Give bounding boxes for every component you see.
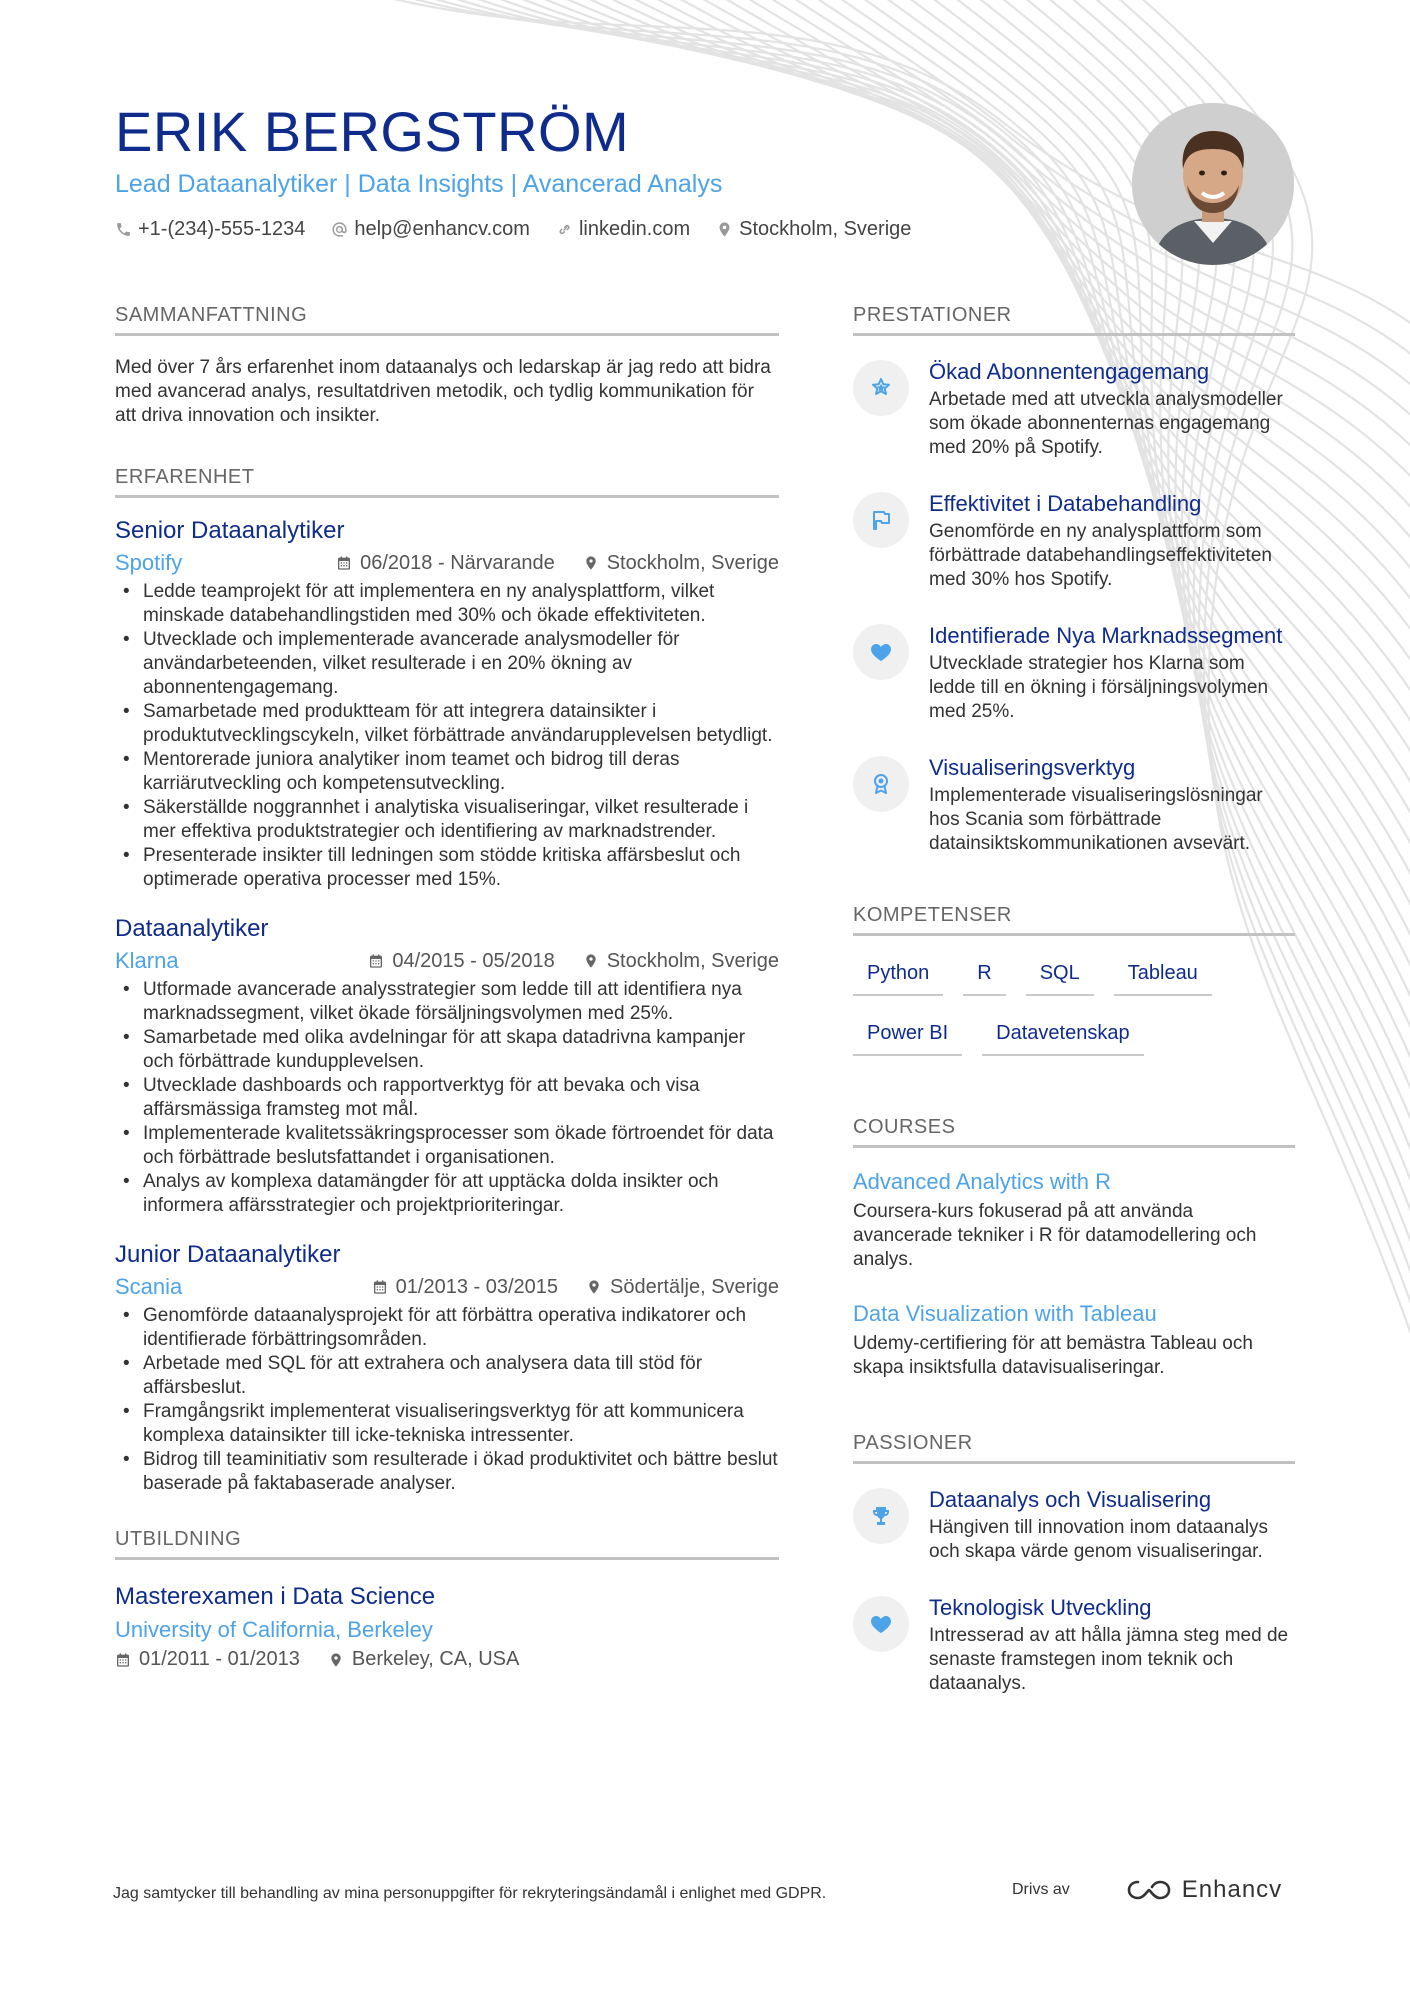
degree-title: Masterexamen i Data Science — [115, 1583, 436, 1610]
heart-icon — [853, 1596, 909, 1652]
job-entry — [115, 1240, 779, 1496]
job-dates-text: 01/2013 - 03/2015 — [395, 1275, 559, 1298]
list-item: • Samarbetade med produktteam för att integrera datainsikter i produktutvecklingscykeln, vilket förbättrade användarupplevelsen betydligt. — [115, 700, 779, 748]
education-dates — [115, 1648, 300, 1671]
achievement-item — [853, 358, 1295, 460]
job-dates — [368, 950, 554, 973]
list-item: • Utformade avancerade analysstrategier som ledde till att identifiera nya marknadssegment, vilket ökade försäljningsvolymen med 25%. — [115, 978, 779, 1026]
calendar-icon — [336, 555, 352, 571]
calendar-icon — [115, 1652, 131, 1668]
skill-tag: Power BI — [853, 1014, 962, 1056]
achievement-body — [929, 622, 1295, 724]
achievement-title: Ökad Abonnentengagemang — [929, 359, 1210, 384]
job-title: Dataanalytiker — [115, 915, 269, 942]
passion-item — [853, 1594, 1295, 1696]
passions-section — [853, 1430, 1295, 1696]
achievements-heading: PRESTATIONER — [853, 302, 1295, 336]
achievement-title: Effektivitet i Databehandling — [929, 491, 1202, 516]
company-name: Spotify — [115, 550, 183, 575]
passion-body — [929, 1594, 1295, 1696]
list-item: • Mentorerade juniora analytiker inom teamet och bidrog till deras karriärutveckling och kompetensutveckling. — [115, 748, 779, 796]
achievement-title: Visualiseringsverktyg — [929, 755, 1136, 780]
job-title: Senior Dataanalytiker — [115, 517, 345, 544]
list-item: • Samarbetade med olika avdelningar för att skapa datadrivna kampanjer och förbättrade kundupplevelsen. — [115, 1026, 779, 1074]
job-meta — [115, 948, 779, 974]
list-item: • Genomförde dataanalysprojekt för att förbättra operativa indikatorer och identifierade förbättringsområden. — [115, 1304, 779, 1352]
achievement-item — [853, 754, 1295, 856]
achievement-title: Identifierade Nya Marknadssegment — [929, 623, 1283, 648]
company-name: Scania — [115, 1274, 183, 1299]
list-item: • Framgångsrikt implementerat visualiseringsverktyg för att kommunicera komplexa datainsikter till icke-tekniska intressenter. — [115, 1400, 779, 1448]
education-location-text: Berkeley, CA, USA — [351, 1648, 520, 1670]
skills-section — [853, 902, 1295, 1056]
list-item: • Arbetade med SQL för att extrahera och analysera data till stöd för affärsbeslut. — [115, 1352, 779, 1400]
job-meta — [115, 550, 779, 576]
link-icon — [556, 221, 573, 238]
calendar-icon — [368, 953, 384, 969]
award-icon — [853, 756, 909, 812]
summary-heading: SAMMANFATTNING — [115, 302, 779, 336]
trophy-icon — [853, 1488, 909, 1544]
job-entry — [115, 516, 779, 892]
job-bullets — [115, 978, 779, 1218]
summary-text: Med över 7 års erfarenhet inom dataanalys och ledarskap är jag redo att bidra med avancerad analys, resultatdriven metodik, och tydlig kommunikation för att driva innovation och insikter. — [115, 357, 771, 426]
gdpr-consent: Jag samtycker till behandling av mina personuppgifter för rekryteringsändamål i enlighet med GDPR. — [113, 1885, 827, 1902]
powered-by-label: Drivs av — [1012, 1881, 1070, 1898]
passion-body — [929, 1486, 1295, 1564]
job-location-text: Stockholm, Sverige — [606, 551, 779, 574]
achievement-body — [929, 358, 1295, 460]
list-item: • Presenterade insikter till ledningen som stödde kritiska affärsbeslut och optimerade operativa processer med 15%. — [115, 844, 779, 892]
at-icon — [331, 221, 348, 238]
course-desc: Coursera-kurs fokuserad på att använda avancerade tekniker i R för datamodellering och analys. — [853, 1201, 1257, 1270]
course-item — [853, 1168, 1295, 1272]
education-heading: UTBILDNING — [115, 1526, 779, 1560]
education-location — [328, 1648, 519, 1671]
star-badge-icon — [853, 360, 909, 416]
achievement-desc: Utvecklade strategier hos Klarna som ledde till en ökning i försäljningsvolymen med 25%. — [929, 653, 1269, 722]
achievement-body — [929, 490, 1295, 592]
job-meta-details — [368, 950, 779, 973]
location-pin-icon — [716, 221, 733, 238]
school-name: University of California, Berkeley — [115, 1617, 433, 1642]
job-dates-text: 04/2015 - 05/2018 — [392, 949, 555, 972]
experience-section — [115, 464, 779, 1496]
skill-tag: R — [963, 954, 1005, 996]
courses-section — [853, 1114, 1295, 1380]
education-dates-text: 01/2011 - 01/2013 — [139, 1648, 300, 1670]
contact-location — [716, 218, 911, 241]
location-pin-icon — [583, 555, 599, 571]
job-dates — [336, 552, 555, 575]
right-column — [853, 302, 1295, 1732]
course-item — [853, 1300, 1295, 1380]
profile-photo — [1132, 103, 1294, 265]
list-item: • Säkerställde noggrannhet i analytiska visualiseringar, vilket resulterade i mer effektiva produktstrategier och identifiering av marknadstrender. — [115, 796, 779, 844]
contact-linkedin[interactable] — [556, 218, 690, 241]
location-text: Stockholm, Sverige — [739, 218, 912, 240]
enhancv-logo[interactable] — [1126, 1876, 1282, 1904]
achievement-item — [853, 490, 1295, 592]
brand-name: Enhancv — [1181, 1876, 1283, 1903]
company-name: Klarna — [115, 948, 179, 973]
linkedin-text: linkedin.com — [578, 218, 691, 240]
left-column — [115, 302, 779, 1707]
job-bullets — [115, 1304, 779, 1496]
list-item: • Utvecklade dashboards och rapportverktyg för att bevaka och visa affärsmässiga framsteg mot mål. — [115, 1074, 779, 1122]
job-bullets — [115, 580, 779, 892]
skill-tag: Python — [853, 954, 943, 996]
course-title: Data Visualization with Tableau — [853, 1301, 1157, 1326]
contact-row — [115, 218, 1115, 241]
location-pin-icon — [586, 1279, 602, 1295]
skills-heading: KOMPETENSER — [853, 902, 1295, 936]
job-entry — [115, 914, 779, 1218]
job-dates — [372, 1276, 558, 1299]
phone-icon — [115, 221, 132, 238]
passions-heading: PASSIONER — [853, 1430, 1295, 1464]
passion-item — [853, 1486, 1295, 1564]
location-pin-icon — [583, 953, 599, 969]
education-section — [115, 1526, 779, 1671]
education-meta — [115, 1648, 779, 1671]
skills-list — [853, 954, 1295, 1056]
candidate-tagline: Lead Dataanalytiker | Data Insights | Avancerad Analys — [115, 170, 723, 198]
skill-tag: Tableau — [1114, 954, 1212, 996]
phone-text: +1-(234)-555-1234 — [138, 218, 306, 240]
passion-desc: Intresserad av att hålla jämna steg med de senaste framstegen inom teknik och dataanalys. — [929, 1625, 1289, 1694]
course-title: Advanced Analytics with R — [853, 1169, 1112, 1194]
summary-section — [115, 302, 779, 428]
achievement-body — [929, 754, 1295, 856]
location-pin-icon — [328, 1652, 344, 1668]
job-location — [583, 552, 779, 575]
passion-desc: Hängiven till innovation inom dataanalys och skapa värde genom visualiseringar. — [929, 1517, 1269, 1562]
courses-heading: COURSES — [853, 1114, 1295, 1148]
achievement-desc: Genomförde en ny analysplattform som förbättrade databehandlingseffektiviteten med 30% hos Spotify. — [929, 521, 1272, 590]
list-item: • Implementerade kvalitetssäkringsprocesser som ökade förtroendet för data och förbättrade beslutsfattandet i organisationen. — [115, 1122, 779, 1170]
achievement-desc: Arbetade med att utveckla analysmodeller som ökade abonnenternas engagemang med 20% på Spotify. — [929, 389, 1283, 458]
job-meta-details — [372, 1276, 779, 1299]
achievements-section — [853, 302, 1295, 856]
experience-heading: ERFARENHET — [115, 464, 779, 498]
job-location — [586, 1276, 779, 1299]
job-dates-text: 06/2018 - Närvarande — [360, 551, 555, 574]
job-location-text: Södertälje, Sverige — [610, 1275, 779, 1298]
resume-header — [115, 100, 1115, 241]
job-title: Junior Dataanalytiker — [115, 1241, 341, 1268]
contact-phone[interactable] — [115, 218, 305, 241]
heart-icon — [853, 624, 909, 680]
job-location-text: Stockholm, Sverige — [606, 949, 779, 972]
email-text: help@enhancv.com — [354, 218, 530, 240]
job-meta — [115, 1274, 779, 1300]
footer-branding — [1012, 1876, 1282, 1904]
passion-title: Teknologisk Utveckling — [929, 1595, 1152, 1620]
candidate-name: ERIK BERGSTRÖM — [115, 100, 630, 163]
avatar-illustration — [1132, 103, 1294, 265]
passion-title: Dataanalys och Visualisering — [929, 1487, 1212, 1512]
calendar-icon — [372, 1279, 388, 1295]
list-item: • Analys av komplexa datamängder för att upptäcka dolda insikter och informera affärsstrategier och projektprioriteringar. — [115, 1170, 779, 1218]
contact-email[interactable] — [331, 218, 530, 241]
job-location — [583, 950, 779, 973]
skill-tag: SQL — [1026, 954, 1094, 996]
list-item: • Bidrog till teaminitiativ som resulterade i ökad produktivitet och bättre beslut baserade på faktabaserade analyser. — [115, 1448, 779, 1496]
achievement-item — [853, 622, 1295, 724]
course-desc: Udemy-certifiering för att bemästra Tableau och skapa insiktsfulla datavisualiseringar. — [853, 1333, 1253, 1378]
list-item: • Ledde teamprojekt för att implementera en ny analysplattform, vilket minskade databehandlingstiden med 30% och ökade effektiviteten. — [115, 580, 779, 628]
skill-tag: Datavetenskap — [982, 1014, 1143, 1056]
list-item: • Utvecklade och implementerade avancerade analysmodeller för användarbeteenden, vilket resulterade i en 20% ökning av abonnentengagemang. — [115, 628, 779, 700]
job-meta-details — [336, 552, 779, 575]
achievement-desc: Implementerade visualiseringslösningar hos Scania som förbättrade datainsiktskommunikationen avsevärt. — [929, 785, 1263, 854]
flag-icon — [853, 492, 909, 548]
infinity-logo-icon — [1126, 1878, 1172, 1902]
